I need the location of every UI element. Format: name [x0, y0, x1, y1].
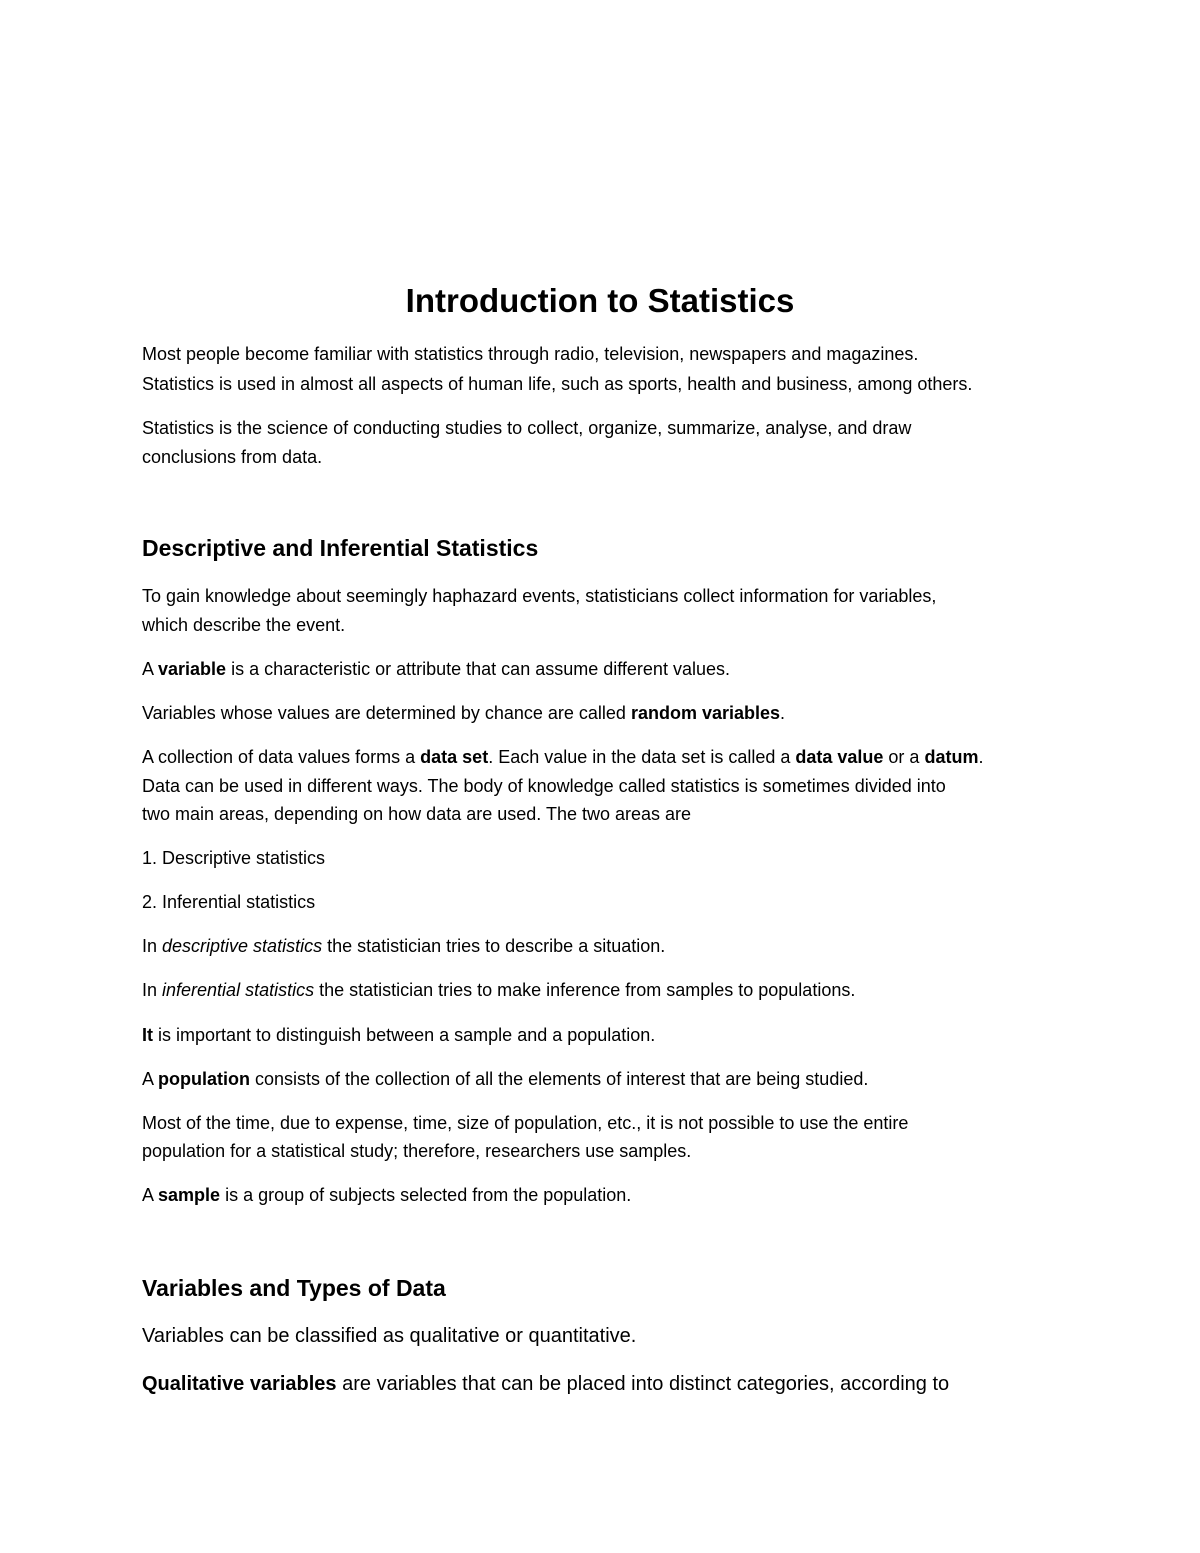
text-span: . Each value in the data set is called a — [488, 747, 796, 767]
paragraph-line: Data can be used in different ways. The body of knowledge called statistics is sometimes divided into — [142, 776, 946, 796]
text-span: A collection of data values forms a — [142, 747, 421, 767]
text-span: A — [142, 1185, 159, 1205]
text-span: is important to distinguish between a sample and a population. — [153, 1025, 656, 1045]
term-population: population — [158, 1069, 250, 1089]
text-span: A — [142, 659, 159, 679]
paragraph-line: To gain knowledge about seemingly haphazard events, statisticians collect information for variables, — [142, 586, 937, 606]
data-set-definition — [142, 746, 983, 768]
inferential-statistics-sentence — [142, 979, 855, 1001]
text-span: . — [780, 703, 786, 723]
population-definition — [142, 1068, 868, 1090]
page-title: Introduction to Statistics — [405, 282, 795, 319]
text-span: consists of the collection of all the elements of interest that are being studied. — [250, 1069, 869, 1089]
distinguish-sentence — [142, 1024, 655, 1046]
text-span: are variables that can be placed into distinct categories, according to — [336, 1373, 950, 1395]
text-span: or a — [883, 747, 925, 767]
definition-line-1: Statistics is the science of conducting studies to collect, organize, summarize, analyse, and draw — [142, 418, 912, 438]
text-span: is a group of subjects selected from the population. — [220, 1185, 632, 1205]
text-span: In — [142, 936, 163, 956]
paragraph-line: two main areas, depending on how data are used. The two areas are — [142, 804, 692, 824]
term-datum: datum — [924, 747, 979, 767]
term-inferential-statistics: inferential statistics — [162, 980, 315, 1000]
classification-sentence: Variables can be classified as qualitative or quantitative. — [142, 1325, 637, 1347]
text-span: the statistician tries to describe a situation. — [322, 936, 666, 956]
paragraph-line: which describe the event. — [142, 615, 346, 635]
intro-line-1: Most people become familiar with statistics through radio, television, newspapers and magazines. — [142, 344, 919, 364]
text-span: the statistician tries to make inference from samples to populations. — [314, 980, 856, 1000]
text-span: is a characteristic or attribute that can assume different values. — [226, 659, 730, 679]
intro-line-2: Statistics is used in almost all aspects of human life, such as sports, health and business, among others. — [142, 374, 973, 394]
text-span: In — [142, 980, 163, 1000]
variable-definition — [142, 658, 730, 680]
qualitative-definition — [142, 1371, 949, 1397]
text-span: Variables whose values are determined by chance are called — [142, 703, 631, 723]
definition-line-2: conclusions from data. — [142, 447, 323, 467]
text-span: A — [142, 1069, 159, 1089]
list-item-inferential: 2. Inferential statistics — [142, 892, 316, 912]
term-qualitative-variables: Qualitative variables — [142, 1373, 337, 1395]
term-variable: variable — [158, 659, 227, 679]
section-heading-descriptive-inferential: Descriptive and Inferential Statistics — [142, 535, 539, 561]
paragraph-line: Most of the time, due to expense, time, size of population, etc., it is not possible to use the entire — [142, 1113, 909, 1133]
paragraph-line: population for a statistical study; therefore, researchers use samples. — [142, 1141, 692, 1161]
sample-definition — [142, 1184, 631, 1206]
term-sample: sample — [158, 1185, 221, 1205]
term-data-set: data set — [420, 747, 489, 767]
term-data-value: data value — [795, 747, 884, 767]
section-heading-variables-types: Variables and Types of Data — [142, 1275, 446, 1301]
term-random-variables: random variables — [630, 703, 781, 723]
text-span: . — [978, 747, 984, 767]
list-item-descriptive: 1. Descriptive statistics — [142, 848, 326, 868]
term-descriptive-statistics: descriptive statistics — [162, 936, 323, 956]
term-it: It — [142, 1025, 153, 1045]
random-variables-definition — [142, 702, 785, 724]
descriptive-statistics-sentence — [142, 935, 665, 957]
